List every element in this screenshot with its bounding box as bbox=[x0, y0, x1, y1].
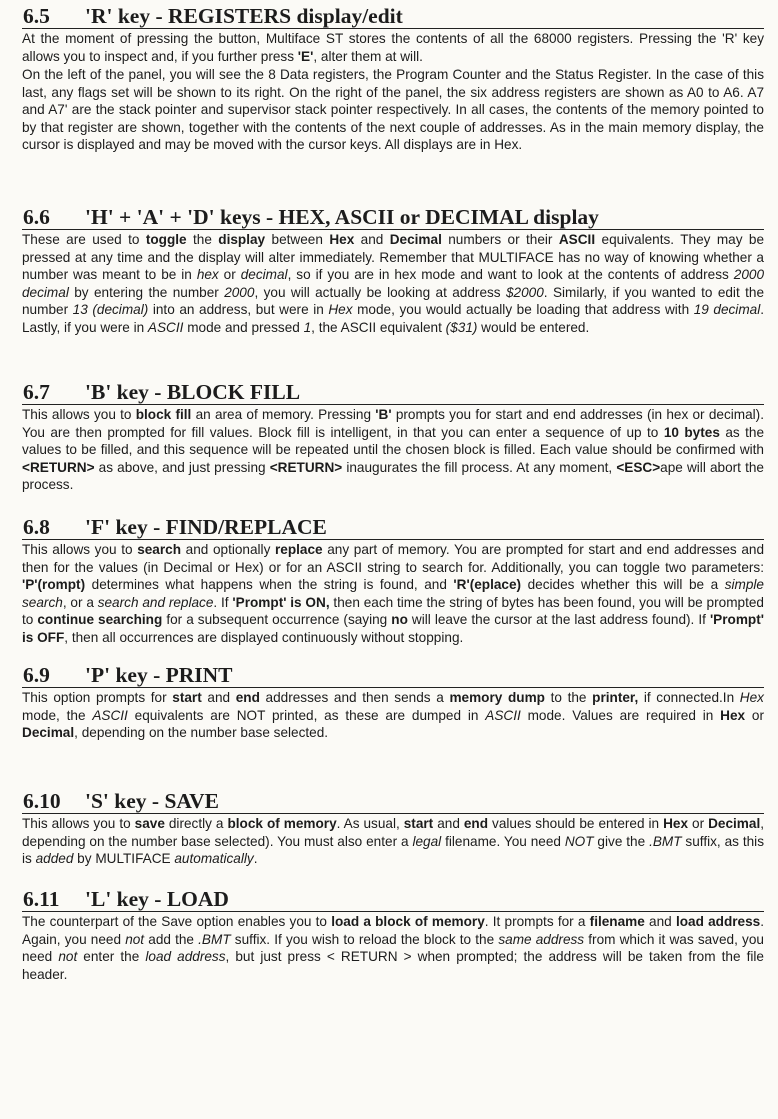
bold-text: display bbox=[218, 232, 266, 247]
text-run: mode. Values are required in bbox=[520, 707, 721, 723]
text-run: would be entered. bbox=[477, 319, 590, 335]
text-run: equivalents. They may be pressed at any time and the display will alter immediately. Remember that MULTIFACE has no way of knowing whether a number was meant to be in bbox=[22, 232, 765, 282]
bold-text: save bbox=[134, 816, 165, 831]
section-title: 'H' + 'A' + 'D' keys - HEX, ASCII or DECIMAL display bbox=[85, 205, 599, 229]
text-run: to the bbox=[544, 690, 593, 705]
text-run: , depending on the number base selected). You must also enter a bbox=[22, 816, 765, 849]
text-run: as the values to be filled, and this sequence will be repeated until the chosen block is filled. Each value should be confirmed with bbox=[22, 424, 765, 457]
text-run: These are used to bbox=[22, 232, 146, 247]
italic-text: 2000 bbox=[224, 284, 255, 300]
bold-text: start bbox=[403, 816, 434, 831]
italic-text: hex bbox=[196, 267, 219, 282]
bold-text: 'R'(eplace) bbox=[453, 577, 522, 592]
text-run: , so if you are in hex mode and want to look at the contents of address bbox=[287, 267, 734, 282]
text-run: as above, and just pressing bbox=[94, 459, 270, 475]
text-run: suffix, as this is bbox=[22, 833, 764, 866]
section-paragraph bbox=[22, 815, 764, 868]
text-run: for a subsequent occurrence (saying bbox=[162, 612, 392, 627]
text-run: ape will abort the process. bbox=[22, 459, 764, 492]
text-run: directly a bbox=[164, 816, 228, 831]
text-run: any part of memory. You are prompted for start and end addresses and then for the values (in Decimal or Hex) or for an ASCII string to search for. Additionally, you can toggle two parameters: bbox=[22, 542, 764, 575]
section-number: 6.10 bbox=[23, 789, 61, 813]
bold-text: 'Prompt' is OFF bbox=[22, 612, 764, 645]
text-run: by entering the number bbox=[68, 284, 225, 300]
section-paragraph bbox=[22, 913, 764, 983]
bold-text: load a block of memory bbox=[331, 914, 485, 929]
bold-text: 10 bytes bbox=[663, 424, 720, 440]
text-run: mode, you would actually be loading that address with bbox=[352, 302, 694, 317]
section-heading bbox=[22, 663, 764, 688]
italic-text: added bbox=[35, 851, 74, 866]
text-run: , or a bbox=[62, 594, 98, 610]
section-title: 'S' key - SAVE bbox=[85, 789, 220, 813]
italic-text: $2000 bbox=[505, 284, 544, 300]
bold-text: no bbox=[391, 612, 408, 627]
bold-text: 'B' bbox=[375, 407, 392, 422]
text-run: At the moment of pressing the button, Multiface ST stores the contents of all the 68000 registers. Pressing the 'R' key allows you to inspect and, if you further press bbox=[22, 31, 764, 64]
italic-text: ASCII bbox=[147, 319, 184, 335]
text-run: The counterpart of the Save option enables you to bbox=[22, 914, 332, 929]
text-run: and bbox=[433, 816, 464, 831]
text-run: , but just press < RETURN > when prompted; the address will be taken from the file header. bbox=[22, 949, 764, 982]
text-run: prompts you for start and end addresses (in hex or decimal). You are then prompted for fill values. Block fill is intelligent, in that you can enter a sequence of up to bbox=[22, 407, 764, 440]
text-run: filename. You need bbox=[441, 833, 565, 849]
italic-text: Hex bbox=[739, 690, 764, 705]
italic-text: .BMT bbox=[198, 931, 231, 947]
text-run: This option prompts for bbox=[22, 690, 173, 705]
section-title: 'F' key - FIND/REPLACE bbox=[85, 515, 327, 539]
bold-text: block fill bbox=[135, 407, 192, 422]
text-run: , the ASCII equivalent bbox=[311, 319, 446, 335]
bold-text: 'E' bbox=[297, 48, 314, 64]
italic-text: ($31) bbox=[445, 319, 478, 335]
text-run: mode and pressed bbox=[183, 319, 304, 335]
bold-text: Hex bbox=[329, 232, 355, 247]
text-run: , alter them at will. bbox=[313, 48, 423, 64]
text-run: into an address, but were in bbox=[148, 302, 329, 317]
bold-text: load address bbox=[675, 914, 761, 929]
bold-text: printer, bbox=[592, 690, 639, 705]
text-run: This allows you to bbox=[22, 816, 135, 831]
text-run: , depending on the number base selected. bbox=[74, 725, 329, 740]
bold-text: memory dump bbox=[449, 690, 545, 705]
bold-text: end bbox=[235, 690, 260, 705]
text-run: from which it was saved, you need bbox=[22, 931, 764, 964]
section-number: 6.5 bbox=[23, 4, 50, 28]
section-heading bbox=[22, 4, 764, 29]
section-heading bbox=[22, 205, 764, 230]
section-paragraph bbox=[22, 66, 764, 154]
text-run: . Similarly, if you wanted to edit the number bbox=[22, 284, 765, 317]
text-run: addresses and then sends a bbox=[259, 690, 450, 705]
bold-text: replace bbox=[275, 542, 323, 557]
text-run: , you will actually be looking at address bbox=[254, 284, 506, 300]
section-title: 'R' key - REGISTERS display/edit bbox=[85, 4, 403, 28]
text-run: the bbox=[186, 232, 219, 247]
bold-text: <ESC> bbox=[616, 459, 661, 475]
section-heading bbox=[22, 515, 764, 540]
text-run: This allows you to bbox=[22, 542, 138, 557]
section-number: 6.8 bbox=[23, 515, 50, 539]
section-heading bbox=[22, 380, 764, 405]
italic-text: 2000 decimal bbox=[22, 267, 765, 300]
text-run: mode, the bbox=[22, 707, 93, 723]
section-6-10 bbox=[22, 789, 764, 868]
italic-text: 19 decimal bbox=[693, 302, 761, 317]
text-run: an area of memory. Pressing bbox=[191, 407, 376, 422]
bold-text: Decimal bbox=[708, 816, 761, 831]
text-run: , then all occurrences are displayed continuously without stopping. bbox=[64, 629, 464, 645]
section-paragraph bbox=[22, 406, 764, 494]
section-number: 6.6 bbox=[23, 205, 50, 229]
section-paragraph bbox=[22, 541, 764, 646]
section-number: 6.7 bbox=[23, 380, 50, 404]
text-run: . Lastly, if you were in bbox=[22, 302, 765, 335]
bold-text: continue searching bbox=[37, 612, 163, 627]
bold-text: search bbox=[137, 542, 182, 557]
text-run: or bbox=[688, 816, 709, 831]
section-title: 'L' key - LOAD bbox=[85, 887, 229, 911]
bold-text: Decimal bbox=[22, 725, 75, 740]
text-run: enter the bbox=[77, 949, 146, 964]
italic-text: legal bbox=[412, 833, 442, 849]
text-run: and bbox=[644, 914, 676, 929]
bold-text: start bbox=[172, 690, 202, 705]
bold-text: 'P'(rompt) bbox=[22, 577, 86, 592]
italic-text: ASCII bbox=[92, 707, 128, 723]
italic-text: load address bbox=[145, 949, 226, 964]
section-number: 6.11 bbox=[23, 887, 60, 911]
text-run: give the bbox=[593, 833, 650, 849]
section-6-8 bbox=[22, 515, 764, 646]
text-run: This allows you to bbox=[22, 407, 136, 422]
text-run: if connected.In bbox=[638, 690, 740, 705]
text-run: or bbox=[745, 707, 764, 723]
section-6-11 bbox=[22, 887, 764, 983]
text-run: inaugurates the fill process. At any moment, bbox=[342, 459, 617, 475]
section-heading bbox=[22, 789, 764, 814]
bold-text: block of memory bbox=[227, 816, 337, 831]
text-run: add the bbox=[144, 931, 199, 947]
italic-text: simple search bbox=[22, 577, 764, 610]
section-title: 'B' key - BLOCK FILL bbox=[85, 380, 301, 404]
text-run: by MULTIFACE bbox=[73, 851, 175, 866]
italic-text: decimal bbox=[240, 267, 288, 282]
italic-text: ASCII bbox=[485, 707, 521, 723]
text-run: between bbox=[265, 232, 330, 247]
text-run: equivalents are NOT printed, as these are dumped in bbox=[127, 707, 486, 723]
bold-text: ASCII bbox=[558, 232, 596, 247]
text-run: . bbox=[253, 851, 258, 866]
text-run: On the left of the panel, you will see the 8 Data registers, the Program Counter and the Status Register. In the case of this last, any flags set will be shown to its right. On the right of the panel, the six address registers are shown as A0 to A6. A7 and A7' are the stack pointer and supervisor stack pointer respectively. In all cases, the contents of the memory pointed to by that register are shown, together with the contents of the next couple of addresses. As in the main memory display, the cursor is displayed and may be moved with the cursor keys. All displays are in Hex. bbox=[22, 67, 764, 152]
text-run: then each time the string of bytes has been found, you will be prompted to bbox=[22, 594, 764, 627]
italic-text: same address bbox=[498, 931, 585, 947]
italic-text: search and replace bbox=[97, 594, 214, 610]
text-run: suffix. If you wish to reload the block to the bbox=[230, 931, 499, 947]
text-run: . It prompts for a bbox=[484, 914, 590, 929]
text-run: or bbox=[218, 267, 241, 282]
section-6-9 bbox=[22, 663, 764, 742]
text-run: . As usual, bbox=[336, 816, 404, 831]
bold-text: toggle bbox=[145, 232, 187, 247]
bold-text: Decimal bbox=[389, 232, 442, 247]
section-6-5 bbox=[22, 4, 764, 154]
text-run: . Again, you need bbox=[22, 914, 765, 947]
bold-text: Hex bbox=[663, 816, 689, 831]
bold-text: filename bbox=[589, 914, 645, 929]
italic-text: Hex bbox=[328, 302, 353, 317]
text-run: determines what happens when the string is found, and bbox=[85, 577, 454, 592]
section-title: 'P' key - PRINT bbox=[85, 663, 233, 687]
bold-text: 'Prompt' is ON, bbox=[232, 594, 330, 610]
bold-text: <RETURN> bbox=[269, 459, 343, 475]
italic-text: automatically bbox=[174, 851, 254, 866]
text-run: and bbox=[201, 690, 236, 705]
italic-text: not bbox=[58, 949, 78, 964]
section-paragraph bbox=[22, 30, 764, 65]
section-heading bbox=[22, 887, 764, 912]
section-6-7 bbox=[22, 380, 764, 494]
italic-text: 1 bbox=[303, 319, 312, 335]
bold-text: Hex bbox=[720, 707, 746, 723]
text-run: and optionally bbox=[181, 542, 275, 557]
bold-text: <RETURN> bbox=[22, 459, 95, 475]
text-run: . If bbox=[213, 594, 233, 610]
text-run: values should be entered in bbox=[488, 816, 664, 831]
text-run: will leave the cursor at the last address found). If bbox=[407, 612, 710, 627]
italic-text: not bbox=[125, 931, 145, 947]
section-paragraph bbox=[22, 689, 764, 742]
bold-text: end bbox=[463, 816, 489, 831]
italic-text: .BMT bbox=[649, 833, 682, 849]
section-6-6 bbox=[22, 205, 764, 336]
italic-text: 13 (decimal) bbox=[72, 302, 149, 317]
italic-text: NOT bbox=[564, 833, 594, 849]
section-number: 6.9 bbox=[23, 663, 50, 687]
text-run: and bbox=[354, 232, 390, 247]
text-run: decides whether this will be a bbox=[521, 577, 725, 592]
section-paragraph bbox=[22, 231, 764, 336]
text-run: numbers or their bbox=[441, 232, 559, 247]
